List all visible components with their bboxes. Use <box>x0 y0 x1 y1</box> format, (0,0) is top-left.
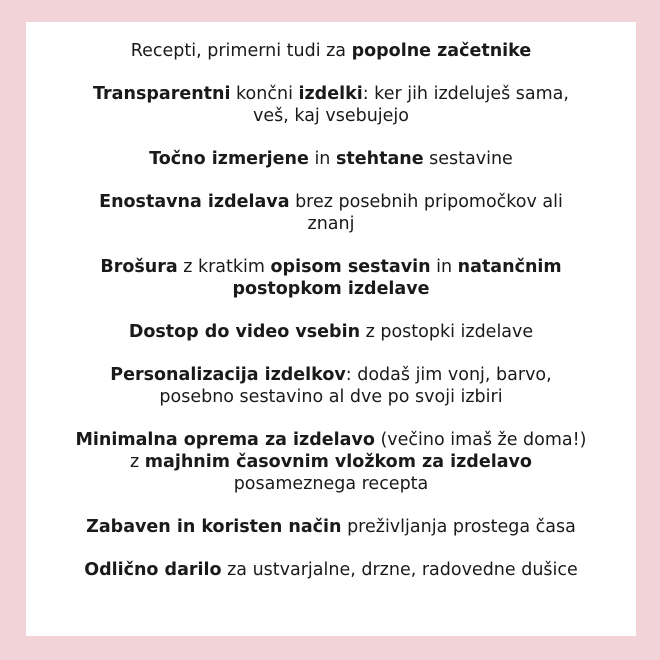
feature-text-bold: Personalizacija izdelkov <box>110 365 346 385</box>
feature-text-bold: popolne začetnike <box>351 41 532 61</box>
content-card <box>26 22 636 636</box>
feature-text-bold: natančnim <box>457 257 562 277</box>
feature-text: z postopki izdelave <box>360 322 534 342</box>
feature-text: posameznega recepta <box>233 474 429 494</box>
feature-item <box>51 83 611 127</box>
feature-text-bold: opisom sestavin <box>270 257 431 277</box>
feature-item <box>51 559 611 581</box>
feature-list <box>26 40 636 602</box>
feature-text: in <box>430 257 458 277</box>
feature-text-bold: Enostavna izdelava <box>99 192 290 212</box>
feature-item <box>51 40 611 62</box>
feature-item <box>51 148 611 170</box>
feature-text: z <box>130 452 145 472</box>
feature-item <box>51 256 611 300</box>
feature-text-bold: stehtane <box>335 149 424 169</box>
feature-text-bold: Transparentni <box>93 84 231 104</box>
feature-text: za ustvarjalne, drzne, radovedne dušice <box>221 560 578 580</box>
feature-text-bold: Minimalna oprema za izdelavo <box>75 430 375 450</box>
feature-item <box>51 364 611 408</box>
feature-item <box>51 321 611 343</box>
feature-text-bold: izdelki <box>298 84 363 104</box>
feature-text: sestavine <box>423 149 513 169</box>
feature-text-bold: postopkom izdelave <box>232 279 430 299</box>
feature-text-bold: Točno izmerjene <box>149 149 309 169</box>
feature-text-bold: Zabaven in koristen način <box>86 517 342 537</box>
feature-text: veš, kaj vsebujejo <box>253 106 409 126</box>
feature-text: Recepti, primerni tudi za <box>130 41 352 61</box>
feature-text-bold: Odlično darilo <box>84 560 222 580</box>
feature-text-bold: Dostop do video vsebin <box>128 322 361 342</box>
feature-text: preživljanja prostega časa <box>341 517 576 537</box>
feature-text: znanj <box>307 214 355 234</box>
feature-text-bold: Brošura <box>100 257 178 277</box>
feature-item <box>51 516 611 538</box>
feature-text: brez posebnih pripomočkov ali <box>289 192 563 212</box>
feature-item <box>51 191 611 235</box>
feature-text-bold: majhnim časovnim vložkom za izdelavo <box>144 452 532 472</box>
feature-text: (večino imaš že doma!) <box>374 430 587 450</box>
feature-text: posebno sestavino al dve po svoji izbiri <box>159 387 503 407</box>
feature-item <box>51 429 611 495</box>
feature-text: z kratkim <box>177 257 271 277</box>
feature-text: končni <box>230 84 299 104</box>
feature-text: : dodaš jim vonj, barvo, <box>345 365 552 385</box>
feature-text: : ker jih izdeluješ sama, <box>362 84 569 104</box>
feature-text: in <box>308 149 336 169</box>
